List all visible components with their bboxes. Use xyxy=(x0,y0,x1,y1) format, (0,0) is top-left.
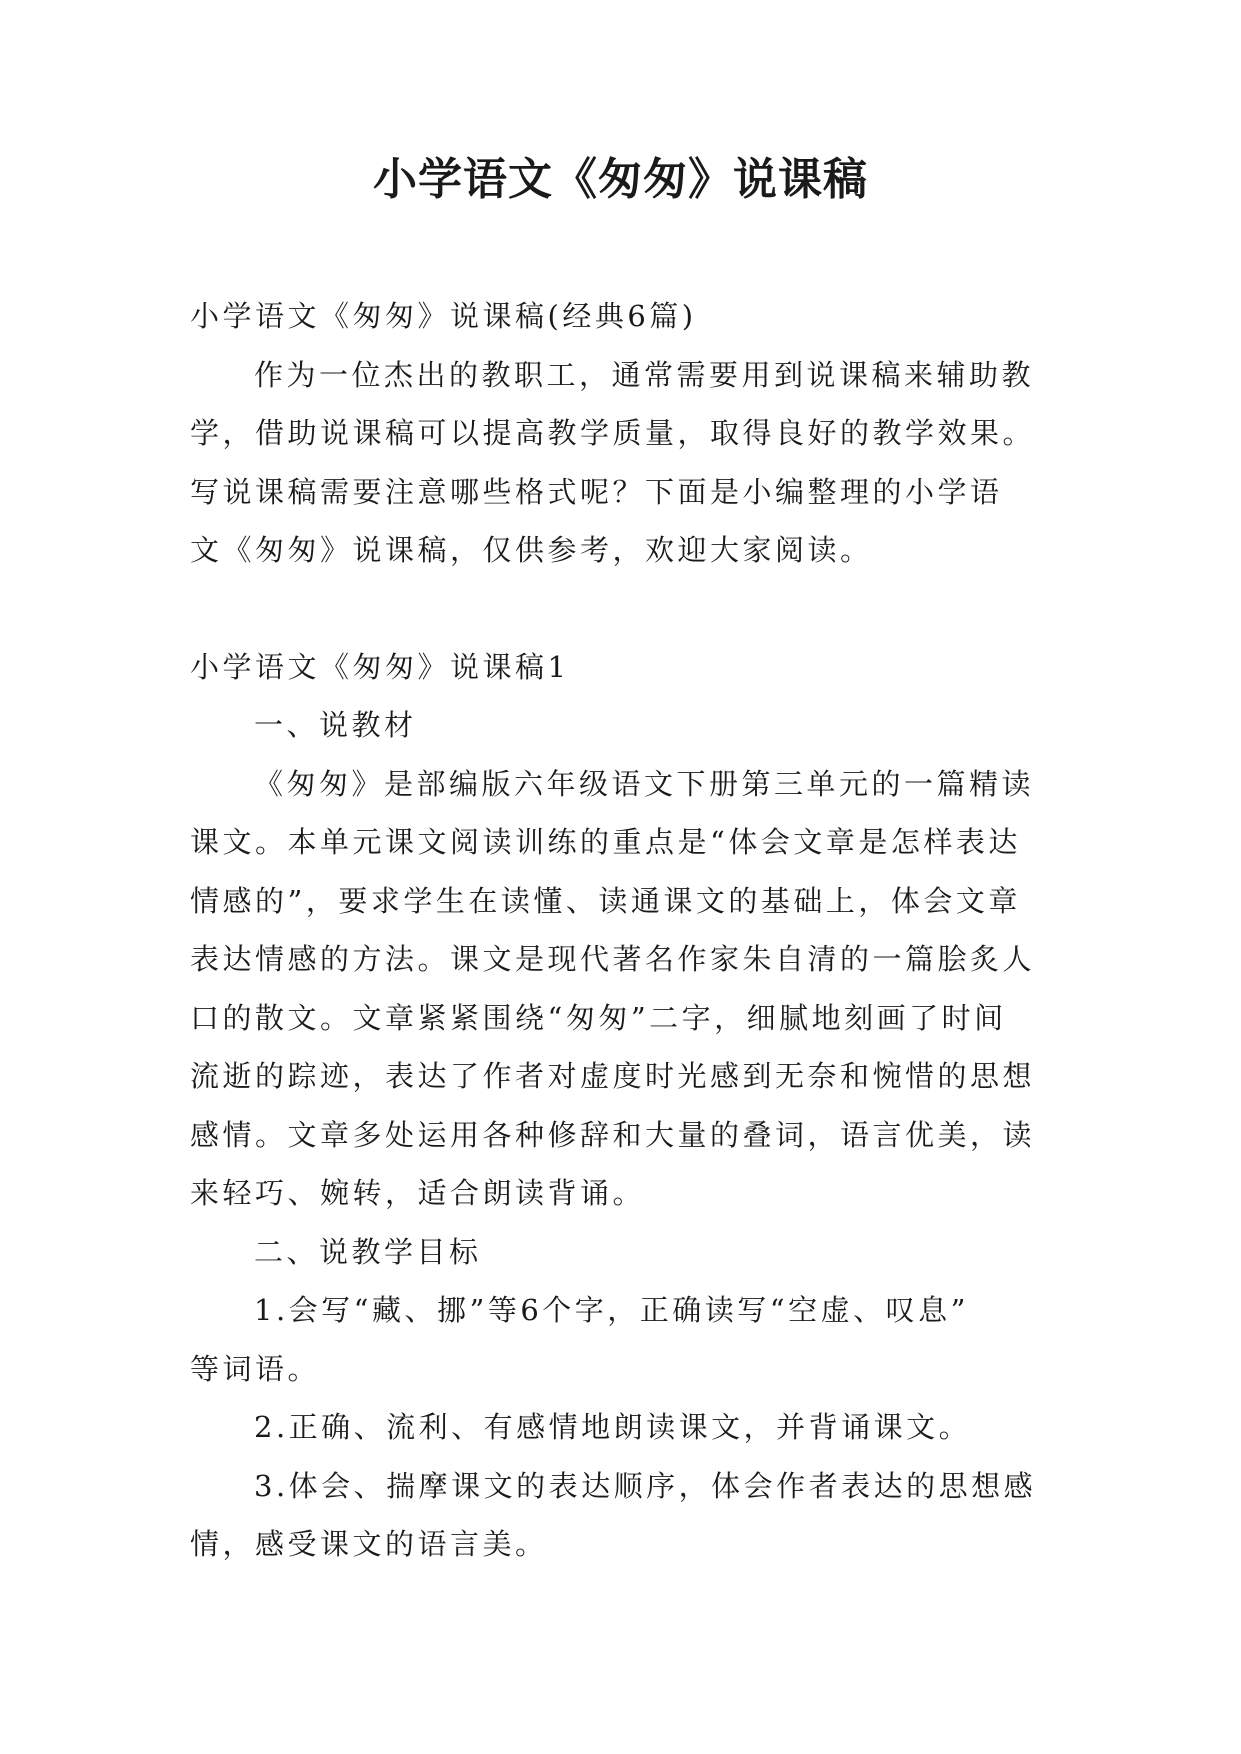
part1-line: 《匆匆》是部编版六年级语文下册第三单元的一篇精读 xyxy=(254,766,1035,801)
part2-heading: 二、说教学目标 xyxy=(254,1234,482,1269)
intro-line: 文《匆匆》说课稿，仅供参考，欢迎大家阅读。 xyxy=(190,533,873,567)
part1-heading: 一、说教材 xyxy=(254,708,417,742)
goal3-paragraph xyxy=(190,1457,1050,1574)
part1-line: 口的散文。文章紧紧围绕“匆匆”二字，细腻地刻画了时间 xyxy=(190,1000,1007,1035)
paragraph-gap xyxy=(190,580,1050,638)
part1-line: 来轻巧、婉转，适合朗读背诵。 xyxy=(190,1176,646,1210)
intro-line: 学，借助说课稿可以提高教学质量，取得良好的教学效果。 xyxy=(190,416,1036,450)
part1-line: 表达情感的方法。课文是现代著名作家朱自清的一篇脍炙人 xyxy=(190,942,1036,976)
document-subtitle: 小学语文《匆匆》说课稿(经典6篇) xyxy=(190,299,697,333)
goal1-line: 1.会写“藏、挪”等6个字，正确读写“空虚、叹息” xyxy=(254,1293,969,1327)
part1-line: 感情。文章多处运用各种修辞和大量的叠词，语言优美，读 xyxy=(190,1117,1036,1152)
goal2-paragraph: 2.正确、流利、有感情地朗读课文，并背诵课文。 xyxy=(254,1410,972,1444)
goal1-paragraph xyxy=(190,1281,1050,1398)
intro-paragraph xyxy=(190,346,1050,580)
part1-paragraph xyxy=(190,755,1050,1223)
part1-line: 流逝的踪迹，表达了作者对虚度时光感到无奈和惋惜的思想 xyxy=(190,1059,1036,1093)
document-body xyxy=(190,287,1050,1574)
part1-line: 情感的”，要求学生在读懂、读通课文的基础上，体会文章 xyxy=(190,883,1021,918)
part1-line: 课文。本单元课文阅读训练的重点是“体会文章是怎样表达 xyxy=(190,825,1021,859)
intro-line: 作为一位杰出的教职工，通常需要用到说课稿来辅助教 xyxy=(254,357,1035,392)
document-title: 小学语文《匆匆》说课稿 xyxy=(373,154,868,205)
section1-heading: 小学语文《匆匆》说课稿1 xyxy=(190,649,570,684)
intro-line: 写说课稿需要注意哪些格式呢？下面是小编整理的小学语 xyxy=(190,474,1003,509)
goal3-line: 情，感受课文的语言美。 xyxy=(190,1527,548,1561)
goal1-line: 等词语。 xyxy=(190,1351,321,1386)
goal3-line: 3.体会、揣摩课文的表达顺序，体会作者表达的思想感 xyxy=(254,1468,1037,1503)
